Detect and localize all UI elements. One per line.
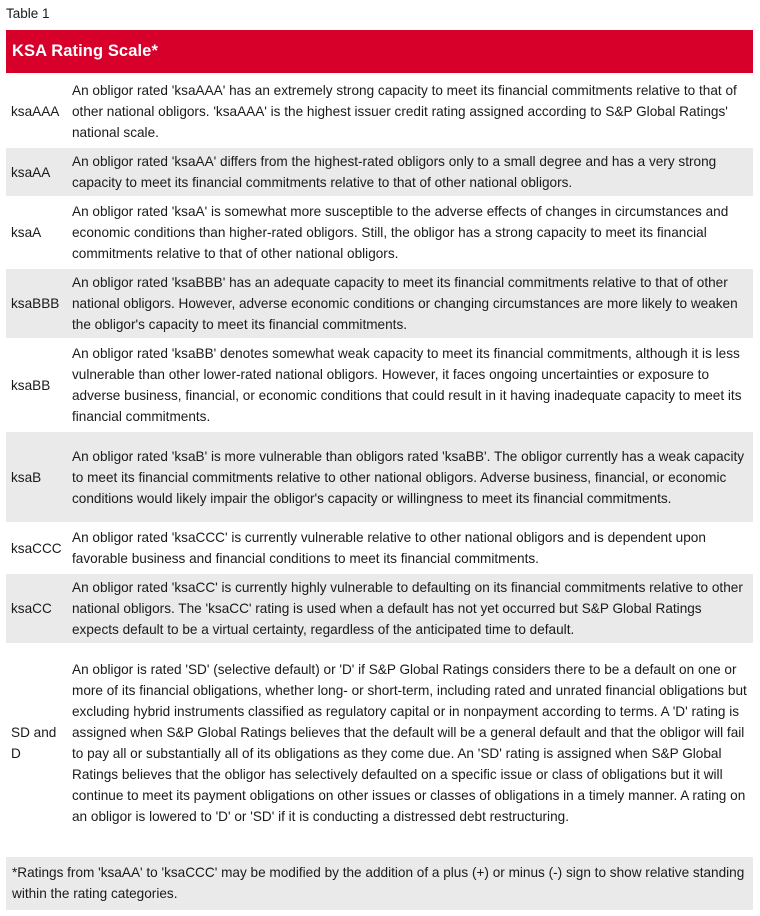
rating-code: ksaCC (6, 574, 68, 643)
rating-description: An obligor rated 'ksaA' is somewhat more susceptible to the adverse effects of changes in circumstances and economic conditions than higher-rated obligors. Still, the obligor has a strong capacity to meet its financial commitments relative to that of other national obligors. (68, 198, 753, 267)
table-row (6, 574, 753, 643)
rating-description: An obligor rated 'ksaBB' denotes somewhat weak capacity to meet its financial commitments, although it is less vulnerable than other lower-rated national obligors. However, it faces ongoing uncertainties or exposure to adverse business, financial, or economic conditions that could result in it having inadequate capacity to meet its financial commitments. (68, 340, 753, 430)
rating-code: ksaBB (6, 340, 68, 430)
table-row (6, 198, 753, 267)
rating-description: An obligor rated 'ksaCCC' is currently vulnerable relative to other national obligors and is dependent upon favorable business and financial conditions to meet its financial commitments. (68, 524, 753, 572)
rating-description: An obligor rated 'ksaBBB' has an adequate capacity to meet its financial commitments relative to that of other national obligors. However, adverse economic conditions or changing circumstances are more likely to weaken the obligor's capacity to meet its financial commitments. (68, 269, 753, 338)
table-caption: Table 1 (6, 6, 50, 21)
rating-code: SD and D (6, 645, 68, 840)
rating-code: ksaA (6, 198, 68, 267)
rating-description: An obligor rated 'ksaAA' differs from the highest-rated obligors only to a small degree and has a very strong capacity to meet its financial commitments relative to that of other national obligors. (68, 148, 753, 196)
table-row (6, 148, 753, 196)
rating-code: ksaB (6, 432, 68, 522)
table-row (6, 77, 753, 146)
rating-scale-table (6, 75, 753, 842)
rating-code: ksaAA (6, 148, 68, 196)
table-row (6, 269, 753, 338)
table-row (6, 340, 753, 430)
rating-description: An obligor rated 'ksaAAA' has an extremely strong capacity to meet its financial commitments relative to that of other national obligors. 'ksaAAA' is the highest issuer credit rating assigned according to S&P Global Ratings' national scale. (68, 77, 753, 146)
rating-description: An obligor rated 'ksaB' is more vulnerable than obligors rated 'ksaBB'. The obligor currently has a weak capacity to meet its financial commitments relative to other national obligors. Adverse business, financial, or economic conditions would likely impair the obligor's capacity or willingness to meet its financial commitments. (68, 432, 753, 522)
table-header-bar (6, 30, 753, 73)
table-footnote: *Ratings from 'ksaAA' to 'ksaCCC' may be modified by the addition of a plus (+) or minus (-) sign to show relative standing within the rating categories. (6, 857, 753, 910)
rating-description: An obligor rated 'ksaCC' is currently highly vulnerable to defaulting on its financial commitments relative to other national obligors. The 'ksaCC' rating is used when a default has not yet occurred but S&P Global Ratings expects default to be a virtual certainty, regardless of the anticipated time to default. (68, 574, 753, 643)
rating-code: ksaBBB (6, 269, 68, 338)
rating-code: ksaAAA (6, 77, 68, 146)
table-row (6, 524, 753, 572)
table-row (6, 432, 753, 522)
table-row (6, 645, 753, 840)
rating-description: An obligor is rated 'SD' (selective default) or 'D' if S&P Global Ratings considers there to be a default on one or more of its financial obligations, whether long- or short-term, including rated and unrated financial obligations but excluding hybrid instruments classified as regulatory capital or in nonpayment according to terms. A 'D' rating is assigned when S&P Global Ratings believes that the default will be a general default and that the obligor will fail to pay all or substantially all of its obligations as they come due. An 'SD' rating is assigned when S&P Global Ratings believes that the obligor has selectively defaulted on a specific issue or class of obligations but it will continue to meet its payment obligations on other issues or classes of obligations in a timely manner. A rating on an obligor is lowered to 'D' or 'SD' if it is conducting a distressed debt restructuring. (68, 645, 753, 840)
table-title: KSA Rating Scale* (12, 42, 158, 60)
rating-code: ksaCCC (6, 524, 68, 572)
